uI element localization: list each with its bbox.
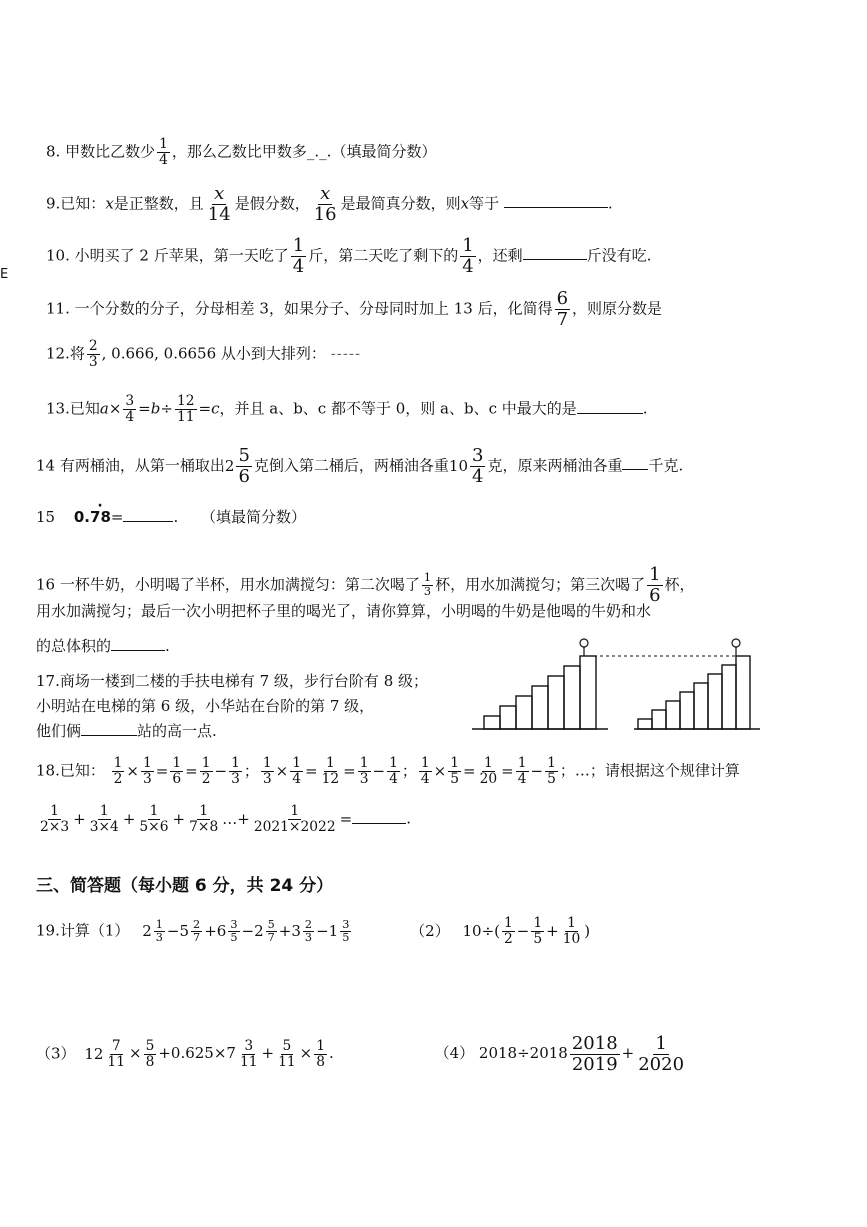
q19-part-2-label: （2）	[410, 921, 450, 940]
q9-text-b: 是假分数，	[234, 194, 310, 213]
fraction: $\frac{1}{3\times 4}$	[89, 803, 119, 836]
fraction: $\frac{1}{4}$	[292, 755, 302, 788]
q9-end: .	[607, 194, 613, 213]
walking-step	[736, 656, 750, 729]
q9-answer-blank[interactable]	[504, 207, 608, 208]
mixed-number: 5 $\frac{2}{7}$	[179, 917, 201, 945]
fraction: $\frac{1}{2021\times 2022}$	[253, 803, 336, 836]
fraction: $\frac{1}{4}$	[389, 755, 398, 788]
q8-text-a: 甲数比乙数少	[65, 142, 156, 161]
fraction: $\frac{1}{3}$	[231, 755, 240, 788]
question-8	[46, 137, 436, 168]
question-19-line-2	[36, 1034, 688, 1075]
q12-text-a: , 0.666, 0.6656 从小到大排列：	[101, 344, 326, 363]
fraction: $\frac{1}{6}$	[172, 755, 182, 788]
q15-answer-blank[interactable]	[123, 521, 173, 522]
q14-text-a: 有两桶油，从第一桶取出	[59, 456, 225, 475]
question-12	[46, 339, 361, 370]
q10-text-a: 小明买了 2 斤苹果，第一天吃了	[74, 246, 289, 265]
q9-text-c: 是最简真分数，则	[340, 194, 461, 213]
q18-number: 18.已知：	[36, 761, 105, 780]
q17-text-b: 站的高一点.	[137, 722, 217, 740]
fraction: $\frac{1}{3}$	[143, 755, 152, 788]
q10-answer-blank[interactable]	[523, 259, 587, 260]
q19-number: 19.计算（1）	[36, 921, 130, 940]
question-16-line-2: 用水加满搅匀；最后一次小明把杯子里的喝光了，请你算算，小明喝的牛奶是他喝的牛奶和水	[36, 602, 652, 620]
fraction: $\frac{5}{7}$	[267, 917, 275, 945]
q10-text-c: ，还剩	[477, 246, 523, 265]
question-18-line-1	[36, 756, 740, 787]
fraction: $\frac{2}{3}$	[304, 917, 313, 945]
q19-part-4-expression: 2018÷2018 $\frac{2018}{2019}$ + $\frac{1}{2020}$	[478, 1033, 685, 1075]
q10-number: 10.	[46, 246, 70, 265]
q15-number: 15	[36, 508, 56, 526]
q13-number: 13.已知	[46, 399, 100, 418]
q16-fraction-1: $\frac{1}{3}$	[423, 571, 432, 598]
question-17-line-1: 17.商场一楼到二楼的手扶电梯有 7 级，步行台阶有 8 级；	[36, 672, 429, 690]
q12-number: 12.将	[46, 344, 85, 363]
q8-note: （填最简分数）	[331, 142, 437, 161]
escalator-step	[564, 666, 580, 729]
fraction: $\frac{1}{4}$	[517, 755, 527, 788]
section-3-heading: 三、简答题（每小题 6 分，共 24 分）	[36, 876, 334, 896]
fraction: $\frac{1}{12}$	[321, 755, 340, 788]
escalator-step	[548, 676, 564, 729]
q13-eq2: =	[198, 399, 212, 418]
q16-answer-blank[interactable]	[111, 650, 165, 651]
q14-text-c: 克，原来两桶油各重	[487, 456, 623, 475]
q8-fraction: $\frac{1}{4}$	[159, 136, 168, 169]
escalator-step	[516, 696, 532, 729]
fraction: $\frac{1}{4}$	[420, 755, 430, 788]
q13-fraction-1: $\frac{3}{4}$	[125, 393, 135, 426]
mixed-number: 2 $\frac{5}{7}$	[254, 917, 275, 945]
q14-answer-blank[interactable]	[622, 469, 648, 470]
question-10	[46, 236, 651, 277]
q10-fraction-1: $\frac{1}{4}$	[292, 235, 305, 277]
q9-fraction-2: $\frac{x}{16}$	[313, 183, 337, 225]
q9-text-d: 等于	[469, 194, 500, 213]
question-11	[46, 289, 662, 330]
fraction: $\frac{1}{3}$	[359, 755, 369, 788]
q18-answer-blank[interactable]	[352, 823, 406, 824]
q13-fraction-2: $\frac{12}{11}$	[176, 393, 195, 426]
q11-text-b: ，则原分数是	[572, 299, 663, 318]
question-13	[46, 394, 648, 425]
q15-note: （填最简分数）	[201, 508, 307, 526]
q17-answer-blank[interactable]	[81, 735, 137, 736]
q9-text-a: 是正整数，且	[113, 194, 204, 213]
q17-text-a: 他们俩	[36, 722, 82, 740]
q12-fraction: $\frac{2}{3}$	[88, 338, 98, 371]
q18-sum-expression: $\frac{1}{2\times 3}$ + $\frac{1}{3\times 4}$ + $\frac{1}{5\times 6}$ + $\frac{1}{7\times 8}$ …+ $\frac{1}{2021\times 2022}$ =	[40, 803, 353, 836]
escalator-step	[532, 686, 548, 729]
q13-div: ÷	[160, 399, 173, 418]
walking-step	[694, 683, 708, 729]
fraction: $\frac{1}{7\times 8}$	[189, 803, 219, 836]
person-xiaoming-icon	[580, 639, 588, 656]
fraction: $\frac{1}{20}$	[479, 755, 498, 788]
escalator-steps	[484, 656, 596, 729]
q14-text-b: 克倒入第二桶后，两桶油各重	[253, 456, 449, 475]
fraction: $\frac{2}{7}$	[193, 917, 201, 945]
fraction: $\frac{1}{5\times 6}$	[139, 803, 169, 836]
q9-number: 9.已知：	[46, 194, 106, 213]
mixed-number: 1 $\frac{3}{5}$	[328, 917, 350, 945]
q14-mixed-2: 10 $\frac{3}{4}$	[448, 445, 484, 487]
fraction: $\frac{1}{3}$	[262, 755, 272, 788]
q14-mixed-1: 2 $\frac{5}{6}$	[224, 445, 250, 487]
fraction: $\frac{1}{5}$	[547, 755, 556, 788]
walking-step	[638, 719, 652, 729]
walking-step	[722, 665, 736, 729]
q15-end: .	[173, 508, 179, 526]
q9-fraction-1: $\frac{x}{14}$	[207, 183, 231, 225]
q19-part-1-expression: 2 $\frac{1}{3}$ − 5 $\frac{2}{7}$ + 6 $\frac{3}{5}$ − 2 $\frac{5}{7}$ + 3 $\frac{2}{3}$ − 1 $\frac{3}{5}$	[142, 922, 353, 940]
fraction: $\frac{1}{5}$	[450, 755, 460, 788]
fraction: $\frac{1}{2}$	[201, 755, 211, 788]
q16-end: .	[165, 637, 170, 655]
q19-part-4-label: （4）	[434, 1044, 475, 1063]
q13-answer-blank[interactable]	[577, 413, 643, 414]
fraction: $\frac{3}{5}$	[230, 917, 238, 945]
mixed-number: 6 $\frac{3}{5}$	[216, 917, 238, 945]
question-9	[46, 184, 613, 225]
question-14	[36, 446, 683, 487]
q11-number: 11.	[46, 299, 70, 318]
q13-times: ×	[108, 399, 122, 418]
escalator-step	[580, 656, 596, 729]
fraction: $\frac{1}{3}$	[155, 917, 163, 945]
q15-value: 0.· 78	[74, 508, 111, 526]
walking-steps	[638, 656, 750, 729]
escalator-step	[500, 706, 516, 729]
q14-number: 14	[36, 456, 56, 475]
question-19-line-1	[36, 916, 590, 947]
walking-step	[666, 701, 680, 729]
q19-part-3-label: （3）	[36, 1044, 76, 1063]
q15-eq: =	[110, 508, 124, 526]
q18-end: .	[406, 809, 411, 828]
fraction: $\frac{1}{2\times 3}$	[40, 803, 70, 836]
q10-fraction-2: $\frac{1}{4}$	[462, 235, 474, 277]
escalator-step	[484, 716, 500, 729]
question-15	[36, 510, 306, 525]
q11-text-a: 一个分数的分子，分母相差 3，如果分子、分母同时加上 13 后，化简得	[74, 299, 553, 318]
question-17-line-3	[36, 724, 217, 739]
q13-var-b: b	[150, 399, 161, 418]
q8-number: 8.	[46, 142, 61, 161]
q9-var-x: x	[105, 194, 114, 213]
q19-part-2-expression: 10÷( $\frac{1}{2}$ − $\frac{1}{5}$ + $\frac{1}{10}$ )	[462, 915, 591, 948]
fraction: $\frac{3}{5}$	[342, 917, 350, 945]
q8-text-b: ，那么乙数比甲数多	[171, 142, 307, 161]
q11-fraction: $\frac{6}{7}$	[556, 288, 569, 330]
q18-pattern: $\frac{1}{2}$ × $\frac{1}{3}$ = $\frac{1}{6}$ = $\frac{1}{2}$ − $\frac{1}{3}$ ； $\frac{1}{3}$ × $\frac{1}{4}$ = $\frac{1}{12}$ = $\frac{1}{3}$ − $\frac{1}{4}$ ； $\frac{1}{4}$ × $\frac{1}{5}$ = $\frac{1}{20}$ = $\frac{1}{4}$ − $\frac{1}{5}$	[113, 755, 556, 788]
person-xiaohua-icon	[732, 639, 740, 656]
q16-text-line3: 的总体积的	[36, 637, 112, 655]
q8-answer-blank[interactable]: _._.	[306, 142, 332, 161]
walking-step	[652, 710, 666, 729]
question-18-line-2	[36, 804, 411, 835]
q16-text-a: 一杯牛奶，小明喝了半杯，用水加满搅匀：第二次喝了	[59, 575, 420, 594]
q16-number: 16	[36, 575, 56, 594]
mixed-number: 2 $\frac{1}{3}$	[142, 917, 163, 945]
q16-text-c: 杯，	[664, 575, 695, 594]
stairs-figure	[468, 634, 764, 734]
q19-part-3-expression: 12 $\frac{7}{11}$ × $\frac{5}{8}$ +0.625×7 $\frac{3}{11}$ + $\frac{5}{11}$ × $\frac{1}{8}$ .	[84, 1037, 334, 1070]
q14-text-d: 千克.	[648, 456, 684, 475]
q12-answer-blank[interactable]: -----	[330, 344, 362, 363]
q13-var-a: a	[99, 399, 109, 418]
q13-eq1: =	[138, 399, 151, 418]
q16-fraction-2: $\frac{1}{6}$	[649, 564, 661, 606]
mixed-number: 3 $\frac{2}{3}$	[291, 917, 313, 945]
q16-text-b: 杯，用水加满搅匀；第三次喝了	[435, 575, 646, 594]
q13-var-c: c	[211, 399, 220, 418]
question-17-line-2: 小明站在电梯的第 6 级，小华站在台阶的第 7 级，	[36, 697, 375, 715]
q13-text-a: ，并且 a、b、c 都不等于 0，则 a、b、c 中最大的是	[219, 399, 577, 418]
q18-tail: ；…；请根据这个规律计算	[559, 761, 740, 780]
q13-end: .	[642, 399, 648, 418]
walking-step	[680, 692, 694, 729]
q10-text-b: 斤，第二天吃了剩下的	[308, 246, 459, 265]
question-16-line-1	[36, 565, 695, 606]
fraction: $\frac{1}{2}$	[113, 755, 123, 788]
question-16-line-3	[36, 639, 170, 654]
margin-char: E	[0, 267, 9, 282]
walking-step	[708, 674, 722, 729]
q9-var-x2: x	[460, 194, 470, 213]
q10-text-d: 斤没有吃.	[586, 246, 652, 265]
